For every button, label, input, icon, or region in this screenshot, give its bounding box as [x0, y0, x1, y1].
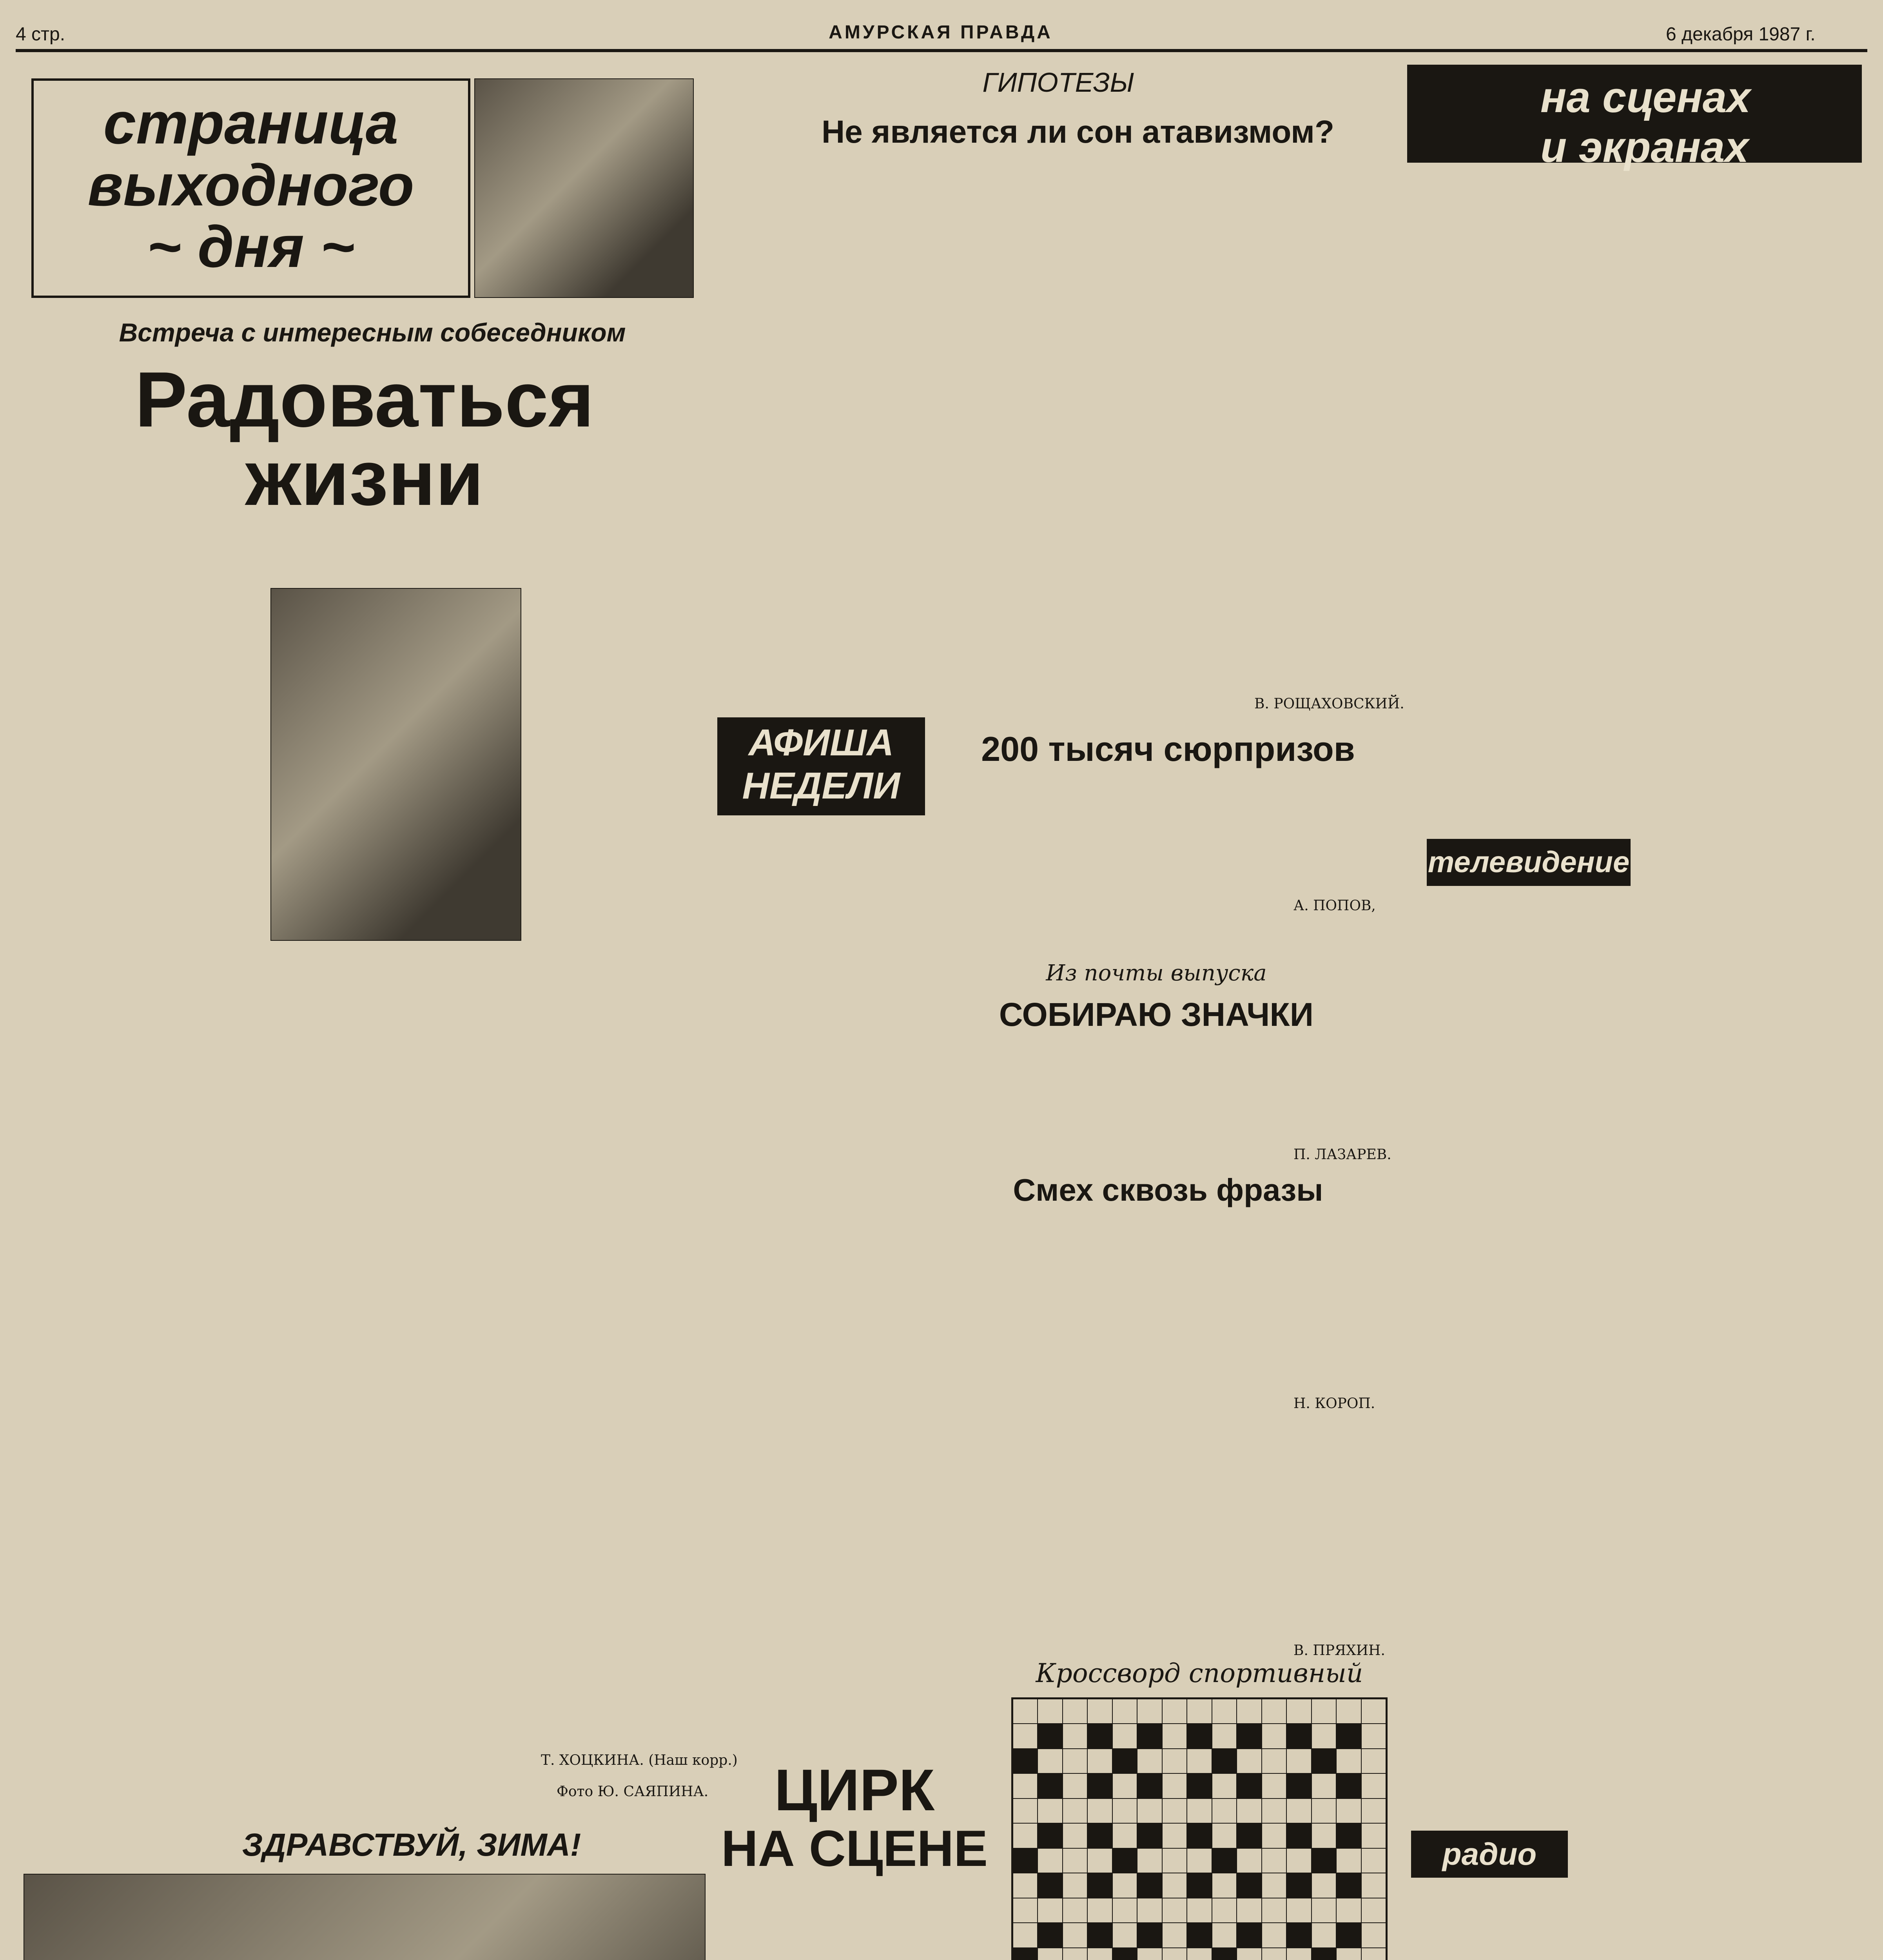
- crossword-cell: [1336, 1823, 1361, 1848]
- tv-title-block: [1427, 839, 1631, 886]
- crossword-cell: [1262, 1724, 1286, 1748]
- crossword-cell: [1262, 1749, 1286, 1773]
- crossword-cell: [1112, 1873, 1137, 1898]
- laughter-headline: Смех сквозь фразы: [1013, 1172, 1323, 1207]
- hypotheses-rubric: ГИПОТЕЗЫ: [982, 67, 1134, 98]
- weekend-title-block: [31, 78, 470, 298]
- crossword-cell: [1212, 1823, 1237, 1848]
- crossword-cell: [1087, 1898, 1112, 1923]
- crossword-cell: [1312, 1749, 1336, 1773]
- crossword-cell: [1063, 1898, 1087, 1923]
- crossword-cell: [1312, 1773, 1336, 1798]
- afisha-title-line2: НЕДЕЛИ: [742, 765, 900, 807]
- crossword-cell: [1013, 1873, 1038, 1898]
- crossword-cell: [1038, 1898, 1062, 1923]
- crossword-cell: [1237, 1848, 1261, 1873]
- crossword-cell: [1212, 1798, 1237, 1823]
- tv-body-col1: [1411, 898, 1631, 1819]
- crossword-cell: [1336, 1948, 1361, 1960]
- crossword-cell: [1286, 1773, 1311, 1798]
- weekend-photo-credit: Фото Ю. САЯПИНА.: [557, 1784, 709, 1800]
- crossword-cell: [1162, 1749, 1187, 1773]
- crossword-cell: [1336, 1898, 1361, 1923]
- crossword-cell: [1087, 1699, 1112, 1724]
- crossword-cell: [1262, 1898, 1286, 1923]
- crossword-cell: [1336, 1773, 1361, 1798]
- hypotheses-body-col1: [717, 180, 1043, 694]
- weekend-title-line3: ~ дня ~: [147, 214, 355, 279]
- crossword-cell: [1361, 1724, 1386, 1748]
- crossword-cell: [1187, 1873, 1212, 1898]
- masthead-rule: [16, 49, 1867, 52]
- crossword-cell: [1212, 1773, 1237, 1798]
- crossword-cell: [1286, 1848, 1311, 1873]
- crossword-cell: [1361, 1823, 1386, 1848]
- weekend-byline: Т. ХОЦКИНА. (Наш корр.): [541, 1752, 738, 1768]
- circus-headline-line2: НА СЦЕНЕ: [721, 1820, 988, 1877]
- crossword-cell: [1038, 1798, 1062, 1823]
- surprises-body-col2: [1172, 784, 1395, 953]
- crossword-cell: [1212, 1923, 1237, 1947]
- crossword-cell: [1063, 1798, 1087, 1823]
- crossword-cell: [1013, 1699, 1038, 1724]
- stage-screen-title-line2: и экранах: [1540, 123, 1749, 171]
- laughter-byline1: Н. КОРОП.: [1293, 1396, 1375, 1412]
- hypotheses-byline: В. РОЩАХОВСКИЙ.: [1254, 696, 1404, 712]
- stage-screen-title-line1: на сценах: [1540, 73, 1751, 122]
- crossword-cell: [1312, 1724, 1336, 1748]
- crossword-cell: [1361, 1948, 1386, 1960]
- crossword-cell: [1187, 1898, 1212, 1923]
- afisha-title-line1: АФИША: [748, 722, 894, 764]
- crossword-cell: [1312, 1873, 1336, 1898]
- crossword-cell: [1361, 1749, 1386, 1773]
- crossword-cell: [1112, 1724, 1137, 1748]
- crossword-cell: [1013, 1948, 1038, 1960]
- badges-body: [941, 1047, 1395, 1145]
- crossword-title: Кроссворд спортивный: [1036, 1658, 1363, 1688]
- crossword-cell: [1137, 1798, 1162, 1823]
- surprises-byline: А. ПОПОВ,: [1293, 898, 1376, 914]
- crossword-cell: [1137, 1749, 1162, 1773]
- circus-body-col1: [717, 1893, 851, 1960]
- badges-byline: П. ЛАЗАРЕВ.: [1293, 1147, 1391, 1163]
- crossword-cell: [1013, 1923, 1038, 1947]
- crossword-cell: [1237, 1923, 1261, 1947]
- crossword-cell: [1361, 1923, 1386, 1947]
- crossword-cell: [1137, 1699, 1162, 1724]
- crossword-cell: [1237, 1699, 1261, 1724]
- afisha-title-block: [717, 717, 925, 815]
- crossword-cell: [1312, 1699, 1336, 1724]
- laughter-body: [941, 1219, 1395, 1658]
- crossword-cell: [1087, 1948, 1112, 1960]
- crossword-grid: [1011, 1697, 1388, 1960]
- issue-date: 6 декабря 1987 г.: [1666, 24, 1816, 45]
- crossword-cell: [1262, 1773, 1286, 1798]
- stage-screen-body-col1: [1411, 172, 1631, 827]
- crossword-cell: [1112, 1798, 1137, 1823]
- crossword-cell: [1137, 1848, 1162, 1873]
- crossword-cell: [1112, 1823, 1137, 1848]
- crossword-cell: [1013, 1823, 1038, 1848]
- crossword-cell: [1361, 1798, 1386, 1823]
- stage-screen-title-block: [1407, 65, 1862, 171]
- crossword-cell: [1112, 1898, 1137, 1923]
- radio-body-col1: [1411, 1889, 1631, 1960]
- crossword-cell: [1162, 1798, 1187, 1823]
- crossword-cell: [1162, 1898, 1187, 1923]
- crossword-cell: [1038, 1848, 1062, 1873]
- winter-photo: [24, 1874, 706, 1960]
- crossword-cell: [1137, 1898, 1162, 1923]
- weekend-title-line2: выходного: [87, 152, 414, 218]
- crossword-cell: [1137, 1873, 1162, 1898]
- crossword-cell: [1237, 1898, 1261, 1923]
- crossword-cell: [1187, 1798, 1212, 1823]
- crossword-cell: [1312, 1948, 1336, 1960]
- crossword-cell: [1361, 1873, 1386, 1898]
- crossword-cell: [1087, 1848, 1112, 1873]
- crossword-cell: [1013, 1848, 1038, 1873]
- hypotheses-body-col2: [1058, 180, 1395, 694]
- crossword-cell: [1286, 1948, 1311, 1960]
- stage-screen-body-col2: [1642, 172, 1862, 827]
- crossword-cell: [1262, 1823, 1286, 1848]
- crossword-cell: [1212, 1749, 1237, 1773]
- crossword-cell: [1162, 1699, 1187, 1724]
- crossword-cell: [1286, 1724, 1311, 1748]
- crossword-cell: [1336, 1873, 1361, 1898]
- crossword-cell: [1112, 1699, 1137, 1724]
- crossword-cell: [1237, 1873, 1261, 1898]
- crossword-cell: [1237, 1948, 1261, 1960]
- hypotheses-headline: Не является ли сон атавизмом?: [821, 114, 1335, 150]
- crossword-cell: [1013, 1724, 1038, 1748]
- badges-headline: СОБИРАЮ ЗНАЧКИ: [999, 996, 1314, 1033]
- crossword-cell: [1137, 1823, 1162, 1848]
- crossword-cell: [1063, 1823, 1087, 1848]
- crossword-cell: [1038, 1923, 1062, 1947]
- crossword-cell: [1237, 1773, 1261, 1798]
- crossword-cell: [1361, 1699, 1386, 1724]
- crossword-cell: [1087, 1823, 1112, 1848]
- crossword-cell: [1237, 1724, 1261, 1748]
- radio-body-col2: [1642, 1827, 1862, 1960]
- crossword-cell: [1162, 1848, 1187, 1873]
- weekend-body-col3: [494, 423, 698, 1819]
- crossword-cell: [1336, 1724, 1361, 1748]
- crossword-cell: [1212, 1948, 1237, 1960]
- weekend-headline: Радоваться жизни: [135, 356, 594, 522]
- crossword-cell: [1187, 1923, 1212, 1947]
- crossword-cell: [1038, 1699, 1062, 1724]
- crossword-cell: [1262, 1699, 1286, 1724]
- crossword-cell: [1137, 1948, 1162, 1960]
- crossword-cell: [1336, 1848, 1361, 1873]
- crossword-cell: [1237, 1798, 1261, 1823]
- crossword-cell: [1262, 1798, 1286, 1823]
- crossword-cell: [1312, 1898, 1336, 1923]
- crossword-cell: [1013, 1898, 1038, 1923]
- crossword-cell: [1187, 1724, 1212, 1748]
- crossword-cell: [1087, 1773, 1112, 1798]
- crossword-cell: [1112, 1923, 1137, 1947]
- crossword-cell: [1038, 1823, 1062, 1848]
- crossword-cell: [1286, 1873, 1311, 1898]
- surprises-headline: 200 тысяч сюрпризов: [981, 730, 1355, 768]
- winter-headline: ЗДРАВСТВУЙ, ЗИМА!: [242, 1827, 581, 1863]
- crossword-cell: [1063, 1848, 1087, 1873]
- crossword-cell: [1112, 1848, 1137, 1873]
- crossword-cell: [1187, 1848, 1212, 1873]
- radio-title-block: [1411, 1831, 1568, 1878]
- crossword-cell: [1262, 1848, 1286, 1873]
- crossword-cell: [1312, 1848, 1336, 1873]
- crossword-cell: [1162, 1923, 1187, 1947]
- crossword-cell: [1063, 1948, 1087, 1960]
- crossword-cell: [1187, 1699, 1212, 1724]
- crossword-cell: [1336, 1923, 1361, 1947]
- crossword-cell: [1112, 1749, 1137, 1773]
- crossword-cell: [1038, 1749, 1062, 1773]
- crossword-cell: [1162, 1773, 1187, 1798]
- tv-title: телевидение: [1428, 846, 1630, 879]
- afisha-body: [717, 827, 925, 1760]
- crossword-cell: [1112, 1948, 1137, 1960]
- crossword-cell: [1286, 1823, 1311, 1848]
- circus-headline-line1: ЦИРК: [774, 1757, 935, 1823]
- crossword-cell: [1087, 1873, 1112, 1898]
- crossword-cell: [1312, 1798, 1336, 1823]
- radio-title: радио: [1442, 1837, 1537, 1871]
- crossword-cell: [1312, 1923, 1336, 1947]
- crossword-cell: [1187, 1948, 1212, 1960]
- crossword-cell: [1187, 1773, 1212, 1798]
- crossword-cell: [1013, 1773, 1038, 1798]
- crossword-cell: [1087, 1798, 1112, 1823]
- crossword-cell: [1137, 1773, 1162, 1798]
- crossword-cell: [1162, 1823, 1187, 1848]
- laughter-byline2: В. ПРЯХИН.: [1293, 1642, 1385, 1659]
- crossword-cell: [1087, 1749, 1112, 1773]
- crossword-cell: [1112, 1773, 1137, 1798]
- crossword-cell: [1361, 1773, 1386, 1798]
- crossword-cell: [1063, 1773, 1087, 1798]
- crossword-cell: [1038, 1948, 1062, 1960]
- crossword-cell: [1237, 1749, 1261, 1773]
- surprises-body-col1: [941, 784, 1160, 953]
- weekend-title-line1: страница: [103, 90, 399, 156]
- pine-branch-illustration: [474, 78, 694, 298]
- crossword-cell: [1286, 1923, 1311, 1947]
- crossword-cell: [1162, 1724, 1187, 1748]
- newspaper-title: АМУРСКАЯ ПРАВДА: [829, 22, 1053, 43]
- crossword-cell: [1237, 1823, 1261, 1848]
- crossword-cell: [1013, 1749, 1038, 1773]
- crossword-cell: [1361, 1848, 1386, 1873]
- crossword-cell: [1262, 1873, 1286, 1898]
- crossword-cell: [1038, 1724, 1062, 1748]
- crossword-cell: [1013, 1798, 1038, 1823]
- crossword-cell: [1063, 1699, 1087, 1724]
- crossword-cell: [1336, 1749, 1361, 1773]
- crossword-cell: [1212, 1848, 1237, 1873]
- crossword-cell: [1187, 1823, 1212, 1848]
- crossword-cell: [1063, 1923, 1087, 1947]
- crossword-cell: [1212, 1873, 1237, 1898]
- crossword-cell: [1286, 1749, 1311, 1773]
- badges-rubric: Из почты выпуска: [1046, 960, 1267, 986]
- tv-body-col2: [1642, 827, 1862, 1819]
- crossword-cell: [1063, 1749, 1087, 1773]
- weekend-rubric: Встреча с интересным собеседником: [119, 318, 626, 347]
- crossword-cell: [1286, 1699, 1311, 1724]
- crossword-cell: [1063, 1724, 1087, 1748]
- crossword-cell: [1312, 1823, 1336, 1848]
- crossword-cell: [1087, 1923, 1112, 1947]
- crossword-cell: [1038, 1773, 1062, 1798]
- crossword-cell: [1038, 1873, 1062, 1898]
- crossword-cell: [1212, 1699, 1237, 1724]
- crossword-cell: [1286, 1798, 1311, 1823]
- weekend-body-col1: [55, 588, 263, 1823]
- crossword-cell: [1262, 1923, 1286, 1947]
- crossword-cell: [1212, 1724, 1237, 1748]
- portrait-photo: [270, 588, 521, 941]
- crossword-cell: [1187, 1749, 1212, 1773]
- crossword-cell: [1137, 1923, 1162, 1947]
- crossword-cell: [1212, 1898, 1237, 1923]
- weekend-body-col2: [270, 949, 482, 1819]
- page-number: 4 стр.: [16, 24, 65, 45]
- crossword-cell: [1063, 1873, 1087, 1898]
- crossword-cell: [1162, 1948, 1187, 1960]
- crossword-cell: [1162, 1873, 1187, 1898]
- crossword-cell: [1286, 1898, 1311, 1923]
- crossword-cell: [1137, 1724, 1162, 1748]
- crossword-cell: [1262, 1948, 1286, 1960]
- crossword-cell: [1087, 1724, 1112, 1748]
- crossword-cell: [1361, 1898, 1386, 1923]
- crossword-cell: [1336, 1699, 1361, 1724]
- circus-body-col2: [862, 1893, 996, 1960]
- crossword-cell: [1336, 1798, 1361, 1823]
